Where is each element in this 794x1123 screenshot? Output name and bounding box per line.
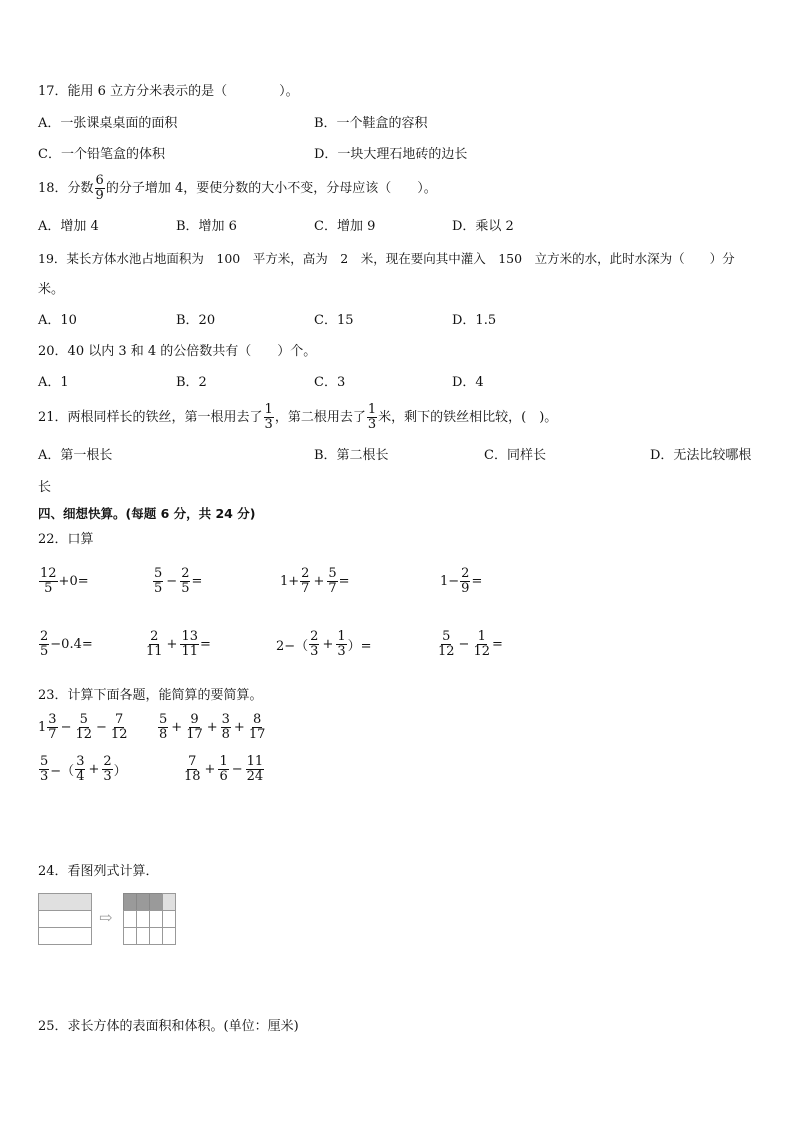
empty-cell xyxy=(150,911,163,928)
empty-cell xyxy=(163,928,176,945)
numerator: 5 xyxy=(154,566,163,581)
q22-expr-1 xyxy=(38,567,89,596)
q20-option-d: D．4 xyxy=(452,375,484,390)
q22-title: 22．口算 xyxy=(38,532,94,547)
q21-option-c: C．同样长 xyxy=(484,448,546,463)
q25-title: 25．求长方体的表面积和体积。(单位：厘米) xyxy=(38,1019,299,1034)
denominator: 3 xyxy=(40,769,49,784)
fraction xyxy=(153,567,163,596)
empty-cell xyxy=(137,911,150,928)
numerator: 8 xyxy=(252,712,262,727)
q19-option-a: A．10 xyxy=(38,313,77,328)
fraction xyxy=(39,755,49,784)
expr-lead: 1− xyxy=(440,574,460,589)
shaded-row xyxy=(39,894,92,911)
operator: + xyxy=(322,637,334,652)
fraction xyxy=(218,755,228,784)
numerator: 3 xyxy=(76,754,85,769)
q22-expr-7 xyxy=(276,630,372,659)
q18-num: 6 xyxy=(95,173,104,188)
numerator: 2 xyxy=(181,566,190,581)
denominator: 7 xyxy=(301,581,310,596)
q18-den: 9 xyxy=(95,188,104,203)
numerator: 5 xyxy=(442,629,451,644)
q22-expr-3 xyxy=(280,567,350,596)
operator: + xyxy=(233,720,245,735)
fraction xyxy=(221,713,231,742)
q17-stem: 17．能用 6 立方分米表示的是（ ）。 xyxy=(38,84,299,99)
q18-option-d: D．乘以 2 xyxy=(452,219,514,234)
q19-option-c: C．15 xyxy=(314,313,354,328)
denominator: 5 xyxy=(154,581,163,596)
q19-line1: 19．某长方体水池占地面积为 100 平方米，高为 2 米，现在要向其中灌入 150 立方米的水，此时水深为（ ）分 xyxy=(38,251,735,266)
q21-f1-den: 3 xyxy=(264,417,273,432)
q19-option-d: D．1.5 xyxy=(452,313,497,328)
light-cell xyxy=(163,894,176,911)
arrow-icon: ⇨ xyxy=(99,908,113,927)
expr-open: −（ xyxy=(50,764,75,779)
blank-row xyxy=(39,911,92,928)
fraction xyxy=(336,630,346,659)
q17-option-b: B．一个鞋盒的容积 xyxy=(314,116,428,131)
denominator: 12 xyxy=(75,727,93,742)
denominator: 11 xyxy=(146,644,163,659)
denominator: 12 xyxy=(438,644,455,659)
q21-prefix: 21．两根同样长的铁丝，第一根用去了 xyxy=(38,409,263,425)
q20-option-a: A．1 xyxy=(38,375,69,390)
fraction xyxy=(460,567,470,596)
q23-title: 23．计算下面各题，能简算的要简算。 xyxy=(38,688,263,703)
q23-expr-4 xyxy=(182,755,265,784)
numerator: 5 xyxy=(79,712,88,727)
operator: − xyxy=(166,574,178,589)
q18-option-c: C．增加 9 xyxy=(314,219,376,234)
expr-lead: 2−（ xyxy=(276,639,309,654)
numerator: 5 xyxy=(328,566,337,581)
operator: − xyxy=(231,762,243,777)
numerator: 12 xyxy=(40,566,57,581)
q22-expr-2 xyxy=(152,567,202,596)
q18-prefix: 18．分数 xyxy=(38,180,94,196)
fraction xyxy=(246,755,265,784)
fraction xyxy=(472,630,491,659)
q19-option-b: B．20 xyxy=(176,313,216,328)
numerator: 13 xyxy=(181,629,198,644)
denominator: 18 xyxy=(184,769,201,784)
q24-figure-right xyxy=(123,893,177,945)
numerator: 7 xyxy=(188,754,197,769)
q21-f2-num: 1 xyxy=(367,402,377,417)
numerator: 1 xyxy=(477,629,486,644)
fraction xyxy=(180,567,190,596)
denominator: 3 xyxy=(103,769,112,784)
fraction xyxy=(39,567,58,596)
operator: − xyxy=(458,637,470,652)
fraction xyxy=(437,630,456,659)
empty-cell xyxy=(124,928,137,945)
whole-number: 1 xyxy=(38,720,47,735)
expr-rest: −0.4= xyxy=(50,637,93,652)
numerator: 9 xyxy=(190,712,199,727)
fraction xyxy=(185,713,204,742)
expr-lead: 1+ xyxy=(280,574,300,589)
denominator: 7 xyxy=(328,581,337,596)
q21-fraction-2 xyxy=(367,403,377,432)
numerator: 11 xyxy=(246,754,264,769)
q21-option-d: D．无法比较哪根 xyxy=(650,448,752,463)
operator: + xyxy=(204,762,216,777)
denominator: 4 xyxy=(76,769,85,784)
q24-figure-left xyxy=(38,893,94,945)
operator: + xyxy=(88,762,100,777)
q18-option-b: B．增加 6 xyxy=(176,219,237,234)
q22-expr-8 xyxy=(436,630,503,659)
equals: = xyxy=(338,574,350,589)
q20-option-b: B．2 xyxy=(176,375,207,390)
q21-fraction-1 xyxy=(264,403,274,432)
blank-row xyxy=(39,928,92,945)
empty-cell xyxy=(124,911,137,928)
numerator: 5 xyxy=(40,754,49,769)
numerator: 5 xyxy=(159,712,168,727)
q18-option-a: A．增加 4 xyxy=(38,219,99,234)
fraction xyxy=(102,755,112,784)
q18-stem xyxy=(38,174,437,203)
q23-expr-2 xyxy=(157,713,267,742)
q17-option-a: A．一张课桌桌面的面积 xyxy=(38,116,178,131)
q19-line2: 米。 xyxy=(38,282,65,297)
q23-expr-3 xyxy=(38,755,127,784)
expr-close: ）= xyxy=(347,639,372,654)
numerator: 2 xyxy=(40,629,49,644)
equals: = xyxy=(191,574,203,589)
operator: − xyxy=(96,720,107,735)
denominator: 24 xyxy=(246,769,264,784)
fraction xyxy=(75,755,85,784)
dark-cell xyxy=(124,894,137,911)
denominator: 5 xyxy=(181,581,190,596)
q21-f2-den: 3 xyxy=(367,417,377,432)
q17-option-c: C．一个铅笔盒的体积 xyxy=(38,147,165,162)
numerator: 1 xyxy=(219,754,228,769)
fraction xyxy=(180,630,199,659)
fraction xyxy=(309,630,319,659)
q17-option-d: D．一块大理石地砖的边长 xyxy=(314,147,468,162)
q22-expr-6 xyxy=(144,630,211,659)
fraction xyxy=(300,567,310,596)
numerator: 3 xyxy=(221,712,230,727)
operator: − xyxy=(60,720,72,735)
denominator: 3 xyxy=(310,644,319,659)
operator: + xyxy=(313,574,325,589)
q18-suffix: 的分子增加 4，要使分数的大小不变，分母应该（ ）。 xyxy=(105,180,437,196)
denominator: 17 xyxy=(186,727,203,742)
q22-expr-4 xyxy=(440,567,482,596)
q21-option-d-wrap: 长 xyxy=(38,480,52,495)
q21-option-a: A．第一根长 xyxy=(38,448,113,463)
q21-f1-num: 1 xyxy=(264,402,273,417)
fraction xyxy=(248,713,267,742)
q23-expr-1 xyxy=(38,713,129,742)
equals: = xyxy=(200,637,211,652)
denominator: 11 xyxy=(181,644,198,659)
denominator: 6 xyxy=(219,769,228,784)
expr-close: ） xyxy=(113,764,127,779)
numerator: 1 xyxy=(337,629,346,644)
operator: + xyxy=(166,637,178,652)
denominator: 12 xyxy=(473,644,490,659)
q21-mid: ，第二根用去了 xyxy=(274,409,366,425)
operator: + xyxy=(171,720,183,735)
numerator: 2 xyxy=(310,629,319,644)
dark-cell xyxy=(137,894,150,911)
q20-option-c: C．3 xyxy=(314,375,346,390)
fraction xyxy=(327,567,337,596)
q18-fraction xyxy=(95,174,105,203)
denominator: 12 xyxy=(110,727,128,742)
denominator: 3 xyxy=(337,644,346,659)
operator: + xyxy=(206,720,218,735)
fraction xyxy=(74,713,93,742)
q21-suffix: 米，剩下的铁丝相比较，( )。 xyxy=(378,409,558,425)
q21-stem xyxy=(38,403,557,432)
dark-cell xyxy=(150,894,163,911)
fraction xyxy=(158,713,168,742)
denominator: 8 xyxy=(159,727,168,742)
q21-option-b: B．第二根长 xyxy=(314,448,389,463)
empty-cell xyxy=(150,928,163,945)
empty-cell xyxy=(137,928,150,945)
q22-expr-5 xyxy=(38,630,93,659)
fraction xyxy=(39,630,49,659)
numerator: 7 xyxy=(115,712,124,727)
denominator: 17 xyxy=(248,727,266,742)
denominator: 5 xyxy=(40,644,49,659)
section-4-title: 四、细想快算。(每题 6 分，共 24 分) xyxy=(38,506,256,521)
empty-cell xyxy=(163,911,176,928)
fraction xyxy=(183,755,202,784)
fraction xyxy=(110,713,129,742)
numerator: 2 xyxy=(301,566,310,581)
denominator: 9 xyxy=(461,581,470,596)
expr-rest: +0= xyxy=(58,574,89,589)
numerator: 2 xyxy=(103,754,112,769)
denominator: 5 xyxy=(44,581,53,596)
denominator: 7 xyxy=(48,727,57,742)
equals: = xyxy=(471,574,483,589)
fraction xyxy=(145,630,164,659)
fraction xyxy=(47,713,57,742)
numerator: 2 xyxy=(461,566,470,581)
numerator: 3 xyxy=(48,712,57,727)
denominator: 8 xyxy=(221,727,230,742)
q20-stem: 20．40 以内 3 和 4 的公倍数共有（ ）个。 xyxy=(38,344,317,359)
equals: = xyxy=(492,637,503,652)
numerator: 2 xyxy=(150,629,159,644)
q24-title: 24．看图列式计算． xyxy=(38,864,159,879)
